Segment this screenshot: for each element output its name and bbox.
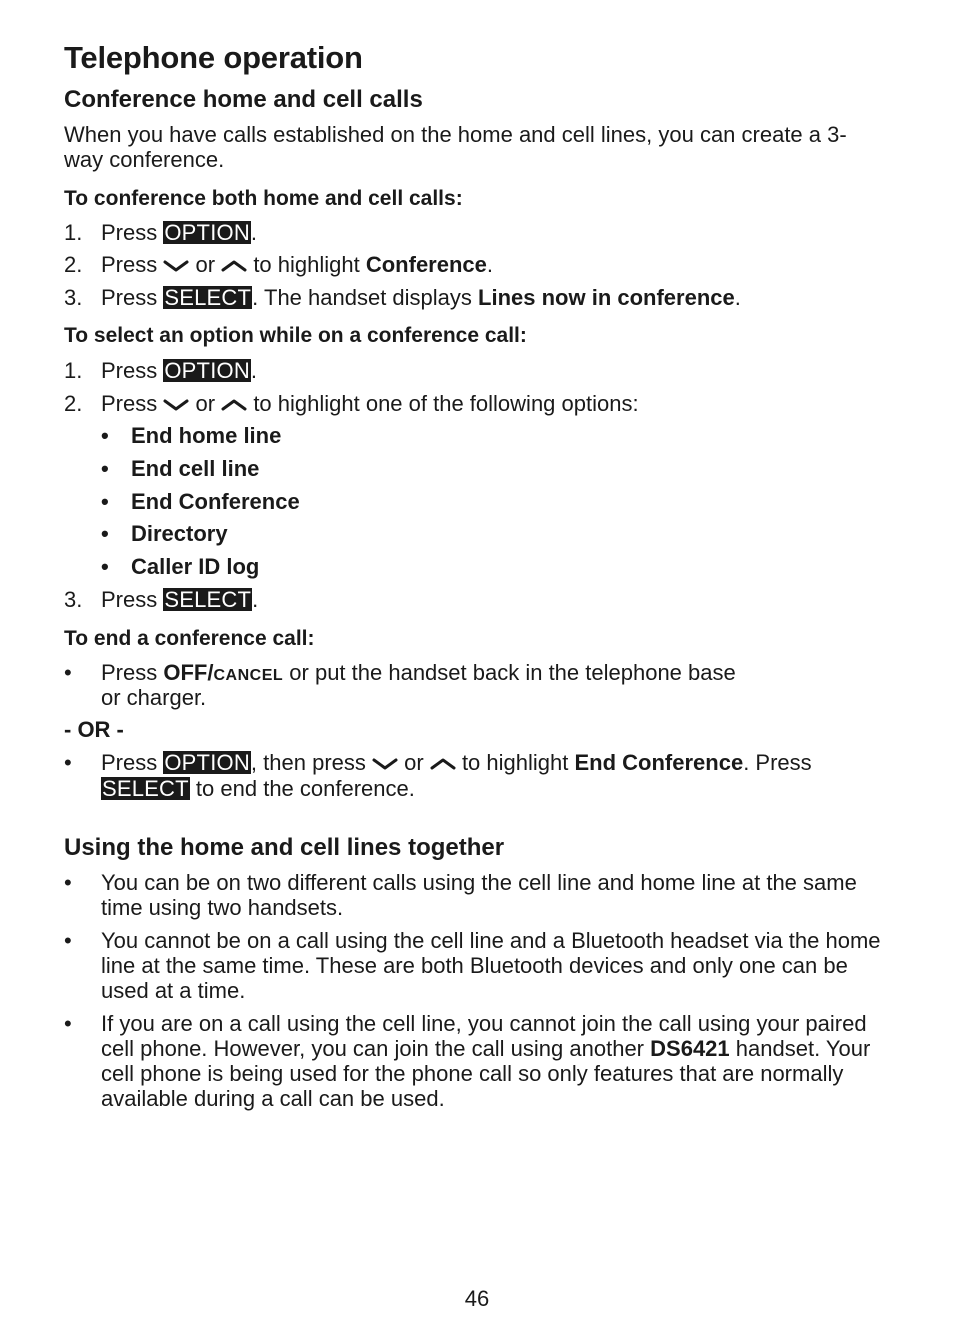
option-label: End cell line [131, 456, 260, 481]
step-end: . [250, 220, 258, 245]
section-heading-together: Using the home and cell lines together [64, 834, 505, 861]
step-number: 1. [64, 358, 83, 383]
bullet: • [101, 423, 109, 448]
option-label: End home line [131, 423, 282, 448]
step-text: Press [101, 220, 158, 245]
step-end: . [250, 358, 258, 383]
bullet-text: You cannot be on a call using the cell line and a Bluetooth headset via the home line at the same time. These are both Bluetooth devices and only one can be used at a time. [101, 928, 881, 1003]
select-key: SELECT [102, 776, 189, 801]
bullet-text-wrap [101, 1011, 891, 1111]
bullet-text: handset. Your cell phone is being used for the phone call so only features that are normally available during a call can be used. [101, 1036, 871, 1111]
section-heading-conference: Conference home and cell calls [64, 86, 423, 113]
bullet-text: or put the handset back in the telephone base [289, 660, 736, 685]
step-text: Press [101, 587, 158, 612]
bullet: • [64, 750, 72, 775]
option-key: OPTION [164, 750, 250, 775]
chevron-up-icon [430, 757, 456, 771]
subheading-end-conference: To end a conference call: [64, 627, 315, 650]
page-number: 46 [464, 1286, 490, 1311]
step-number: 2. [64, 391, 83, 416]
chevron-up-icon [221, 398, 247, 412]
page-title: Telephone operation [64, 40, 363, 75]
section-intro: When you have calls established on the home and cell lines, you can create a 3-way conference. [64, 122, 847, 172]
step-text: Press [101, 252, 158, 277]
step-mid: . The handset displays [252, 285, 472, 310]
bullet: • [64, 1011, 72, 1036]
bullet: • [101, 521, 109, 546]
option-label: End Conference [131, 489, 300, 514]
bullet: • [64, 660, 72, 685]
option-label: Caller ID log [131, 554, 260, 579]
step-mid: to highlight [253, 252, 360, 277]
step-or: or [195, 391, 216, 416]
select-key: SELECT [164, 285, 252, 310]
step-bold: Conference [365, 252, 487, 277]
model-number: DS6421 [650, 1036, 730, 1061]
bullet: • [64, 870, 72, 895]
off-key-label: OFF/ [163, 660, 214, 685]
bullet-text: or charger. [101, 685, 207, 710]
step-mid: to highlight one of the following options: [253, 391, 639, 416]
bullet-text: , then press [250, 750, 366, 775]
step-end: . [734, 285, 741, 310]
step-number: 3. [64, 587, 83, 612]
chevron-up-icon [221, 259, 247, 273]
step-number: 2. [64, 252, 83, 277]
bullet-text: If you are on a call using the cell line, you cannot join the call using your paired cell phone. However, you can join the call using another [101, 1011, 867, 1061]
step-text: Press [101, 391, 158, 416]
or-separator: - OR - [64, 717, 124, 742]
bullet-or: or [404, 750, 424, 775]
step-text: Press [101, 358, 158, 383]
step-end: . [486, 252, 494, 277]
bullet-bold: End Conference [574, 750, 744, 775]
bullet-text: Press [101, 660, 158, 685]
bullet-text: You can be on two different calls using the cell line and home line at the same time using two handsets. [101, 870, 857, 920]
subheading-select-option: To select an option while on a conference call: [64, 324, 527, 347]
step-bold: Lines now in conference [478, 285, 735, 310]
bullet: • [64, 928, 72, 953]
cancel-key-label: CANCEL [213, 667, 284, 684]
chevron-down-icon [372, 757, 398, 771]
bullet: • [101, 489, 109, 514]
bullet-text: . Press [743, 750, 812, 775]
option-key: OPTION [164, 220, 250, 245]
select-key: SELECT [164, 587, 252, 612]
chevron-down-icon [163, 259, 189, 273]
subheading-conference-both: To conference both home and cell calls: [64, 187, 463, 210]
step-or: or [195, 252, 216, 277]
step-text: Press [101, 285, 158, 310]
bullet: • [101, 554, 109, 579]
option-label: Directory [131, 521, 228, 546]
chevron-down-icon [163, 398, 189, 412]
bullet-text: to end the conference. [195, 776, 415, 801]
bullet-text: Press [101, 750, 158, 775]
bullet-text: to highlight [461, 750, 569, 775]
bullet: • [101, 456, 109, 481]
option-key: OPTION [164, 358, 250, 383]
step-number: 3. [64, 285, 83, 310]
step-end: . [252, 587, 259, 612]
step-number: 1. [64, 220, 83, 245]
